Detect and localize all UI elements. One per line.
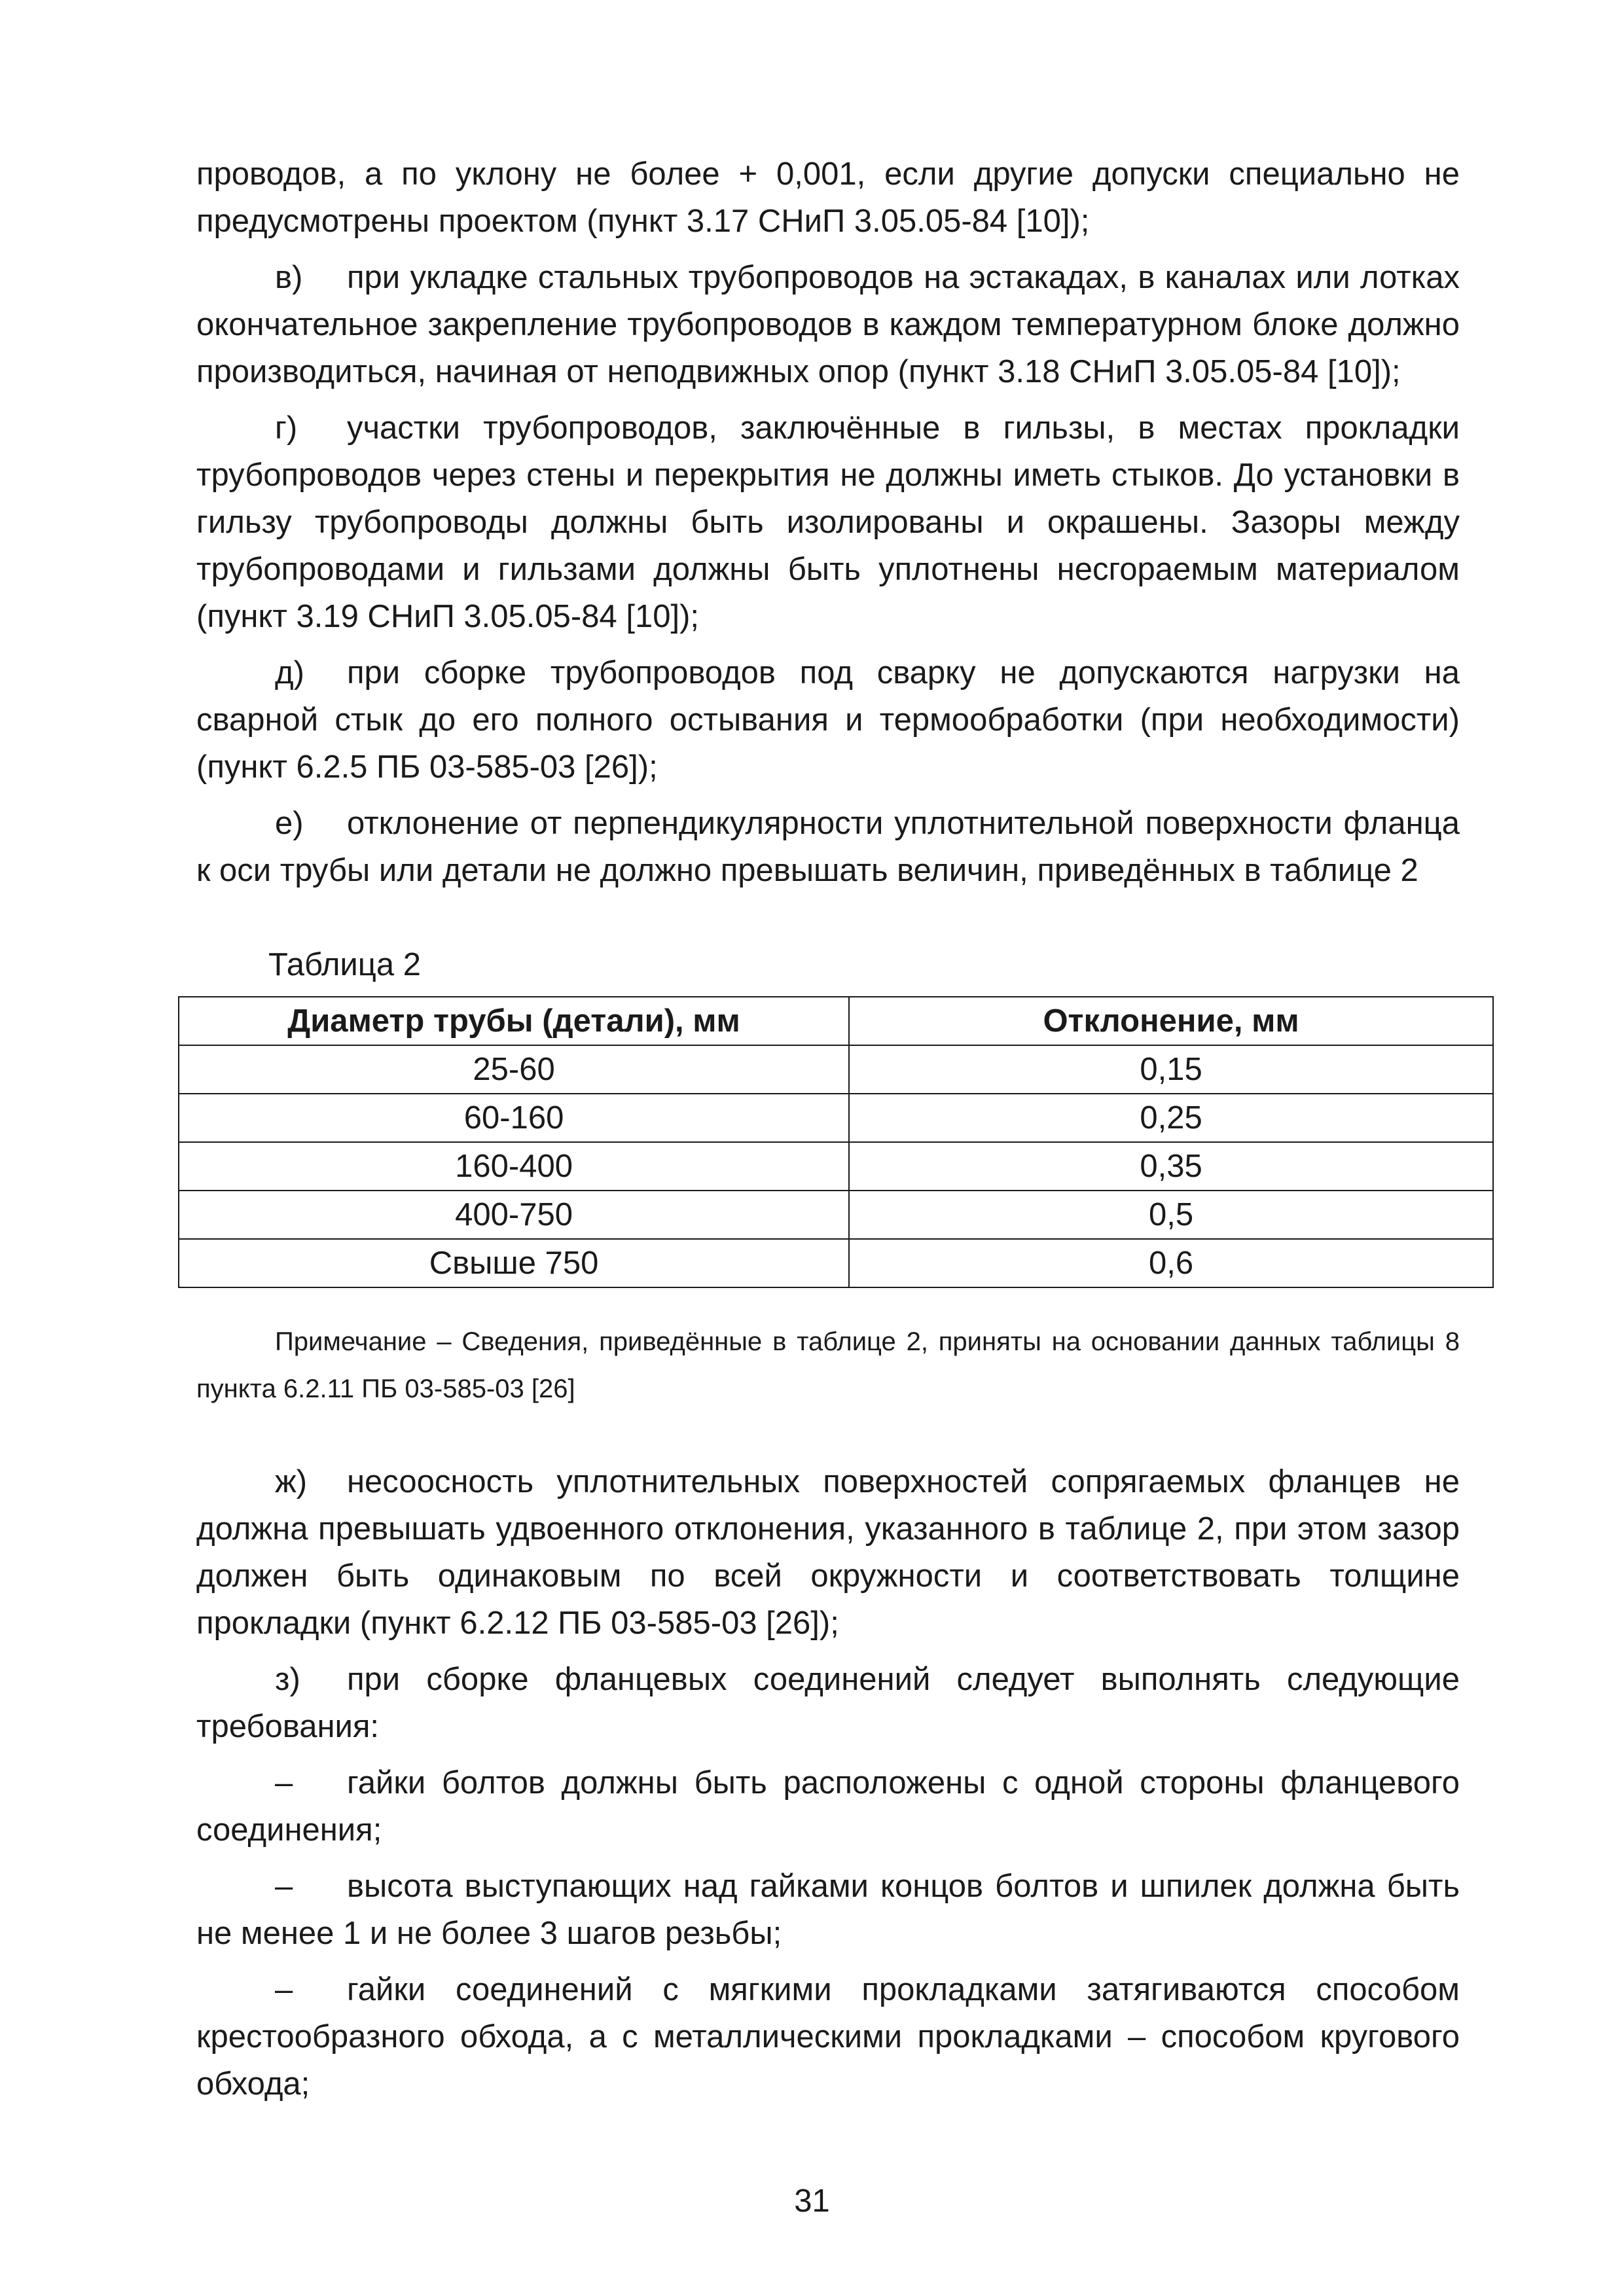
table-cell-deviation: 0,25: [849, 1094, 1493, 1142]
dash-marker: –: [275, 1869, 293, 1904]
paragraph-text: при сборке фланцевых соединений следует выполнять следующие требования:: [196, 1662, 1460, 1744]
table-cell-diameter: 60-160: [179, 1094, 849, 1142]
list-marker: е): [275, 806, 304, 841]
paragraph-text: несоосность уплотнительных поверхностей сопрягаемых фланцев не должна превышать удвоенного отклонения, указанного в таблице 2, при этом зазор должен быть одинаковым по всей окружности и соответствовать толщине прокладки (пункт 6.2.12 ПБ 03-585-03 [26]);: [196, 1464, 1460, 1641]
document-page: [196, 151, 1460, 2117]
table-cell-deviation: 0,5: [849, 1191, 1493, 1239]
list-item-g: [196, 404, 1460, 640]
table-row: [179, 1045, 1493, 1094]
table-caption: Таблица 2: [268, 947, 421, 982]
dash-item-bolt-height: [196, 1863, 1460, 1957]
table-cell-diameter: 160-400: [179, 1142, 849, 1191]
paragraph-text: проводов, а по уклону не более + 0,001, если другие допуски специально не предусмотрены проектом (пункт 3.17 СНиП 3.05.05-84 [10]);: [196, 156, 1460, 239]
list-item-e: [196, 800, 1460, 894]
list-marker: г): [275, 410, 298, 446]
paragraph-text: при сборке трубопроводов под сварку не допускаются нагрузки на сварной стык до его полного остывания и термообработки (при необходимости) (пункт 6.2.5 ПБ 03-585-03 [26]);: [196, 655, 1460, 785]
page-number: 31: [794, 2183, 830, 2219]
list-item-d: [196, 649, 1460, 791]
table-cell-diameter: 400-750: [179, 1191, 849, 1239]
dash-marker: –: [275, 1972, 293, 2007]
paragraph-text: гайки болтов должны быть расположены с одной стороны фланцевого соединения;: [196, 1765, 1460, 1848]
table-row: [179, 1191, 1493, 1239]
paragraph-text: высота выступающих над гайками концов болтов и шпилек должна быть не менее 1 и не более 3 шагов резьбы;: [196, 1869, 1460, 1951]
dash-item-tightening: [196, 1966, 1460, 2108]
list-item-zh: [196, 1458, 1460, 1647]
table-note: Примечание – Сведения, приведённые в таблице 2, приняты на основании данных таблицы 8 пункта 6.2.11 ПБ 03-585-03 [26]: [196, 1327, 1460, 1403]
table-cell-deviation: 0,15: [849, 1045, 1493, 1094]
list-item-z: [196, 1656, 1460, 1750]
table-cell-deviation: 0,35: [849, 1142, 1493, 1191]
deviation-table: [178, 996, 1494, 1288]
table-header-deviation: Отклонение, мм: [849, 997, 1493, 1045]
dash-item-nuts-side: [196, 1759, 1460, 1854]
list-marker: д): [275, 655, 304, 691]
list-marker: ж): [275, 1464, 308, 1499]
table-cell-diameter: 25-60: [179, 1045, 849, 1094]
list-item-v: [196, 254, 1460, 395]
list-marker: з): [275, 1662, 300, 1697]
paragraph-continuation: [196, 151, 1460, 245]
table-row: [179, 1239, 1493, 1287]
paragraph-text: при укладке стальных трубопроводов на эстакадах, в каналах или лотках окончательное закрепление трубопроводов в каждом температурном блоке должно производиться, начиная от неподвижных опор (пункт 3.18 СНиП 3.05.05-84 [10]);: [196, 260, 1460, 389]
table-cell-diameter: Свыше 750: [179, 1239, 849, 1287]
table-row: [179, 1142, 1493, 1191]
paragraph-text: отклонение от перпендикулярности уплотнительной поверхности фланца к оси трубы или детали не должно превышать величин, приведённых в таблице 2: [196, 806, 1460, 888]
paragraph-text: гайки соединений с мягкими прокладками затягиваются способом крестообразного обхода, а с металлическими прокладками – способом кругового обхода;: [196, 1972, 1460, 2102]
dash-marker: –: [275, 1765, 293, 1801]
paragraph-text: участки трубопроводов, заключённые в гильзы, в местах прокладки трубопроводов через стены и перекрытия не должны иметь стыков. До установки в гильзу трубопроводы должны быть изолированы и окрашены. Зазоры между трубопроводами и гильзами должны быть уплотнены несгораемым материалом (пункт 3.19 СНиП 3.05.05-84 [10]);: [196, 410, 1460, 634]
table-cell-deviation: 0,6: [849, 1239, 1493, 1287]
table-row: [179, 1094, 1493, 1142]
list-marker: в): [275, 260, 303, 295]
table-header-row: [179, 997, 1493, 1045]
table-header-diameter: Диаметр трубы (детали), мм: [179, 997, 849, 1045]
